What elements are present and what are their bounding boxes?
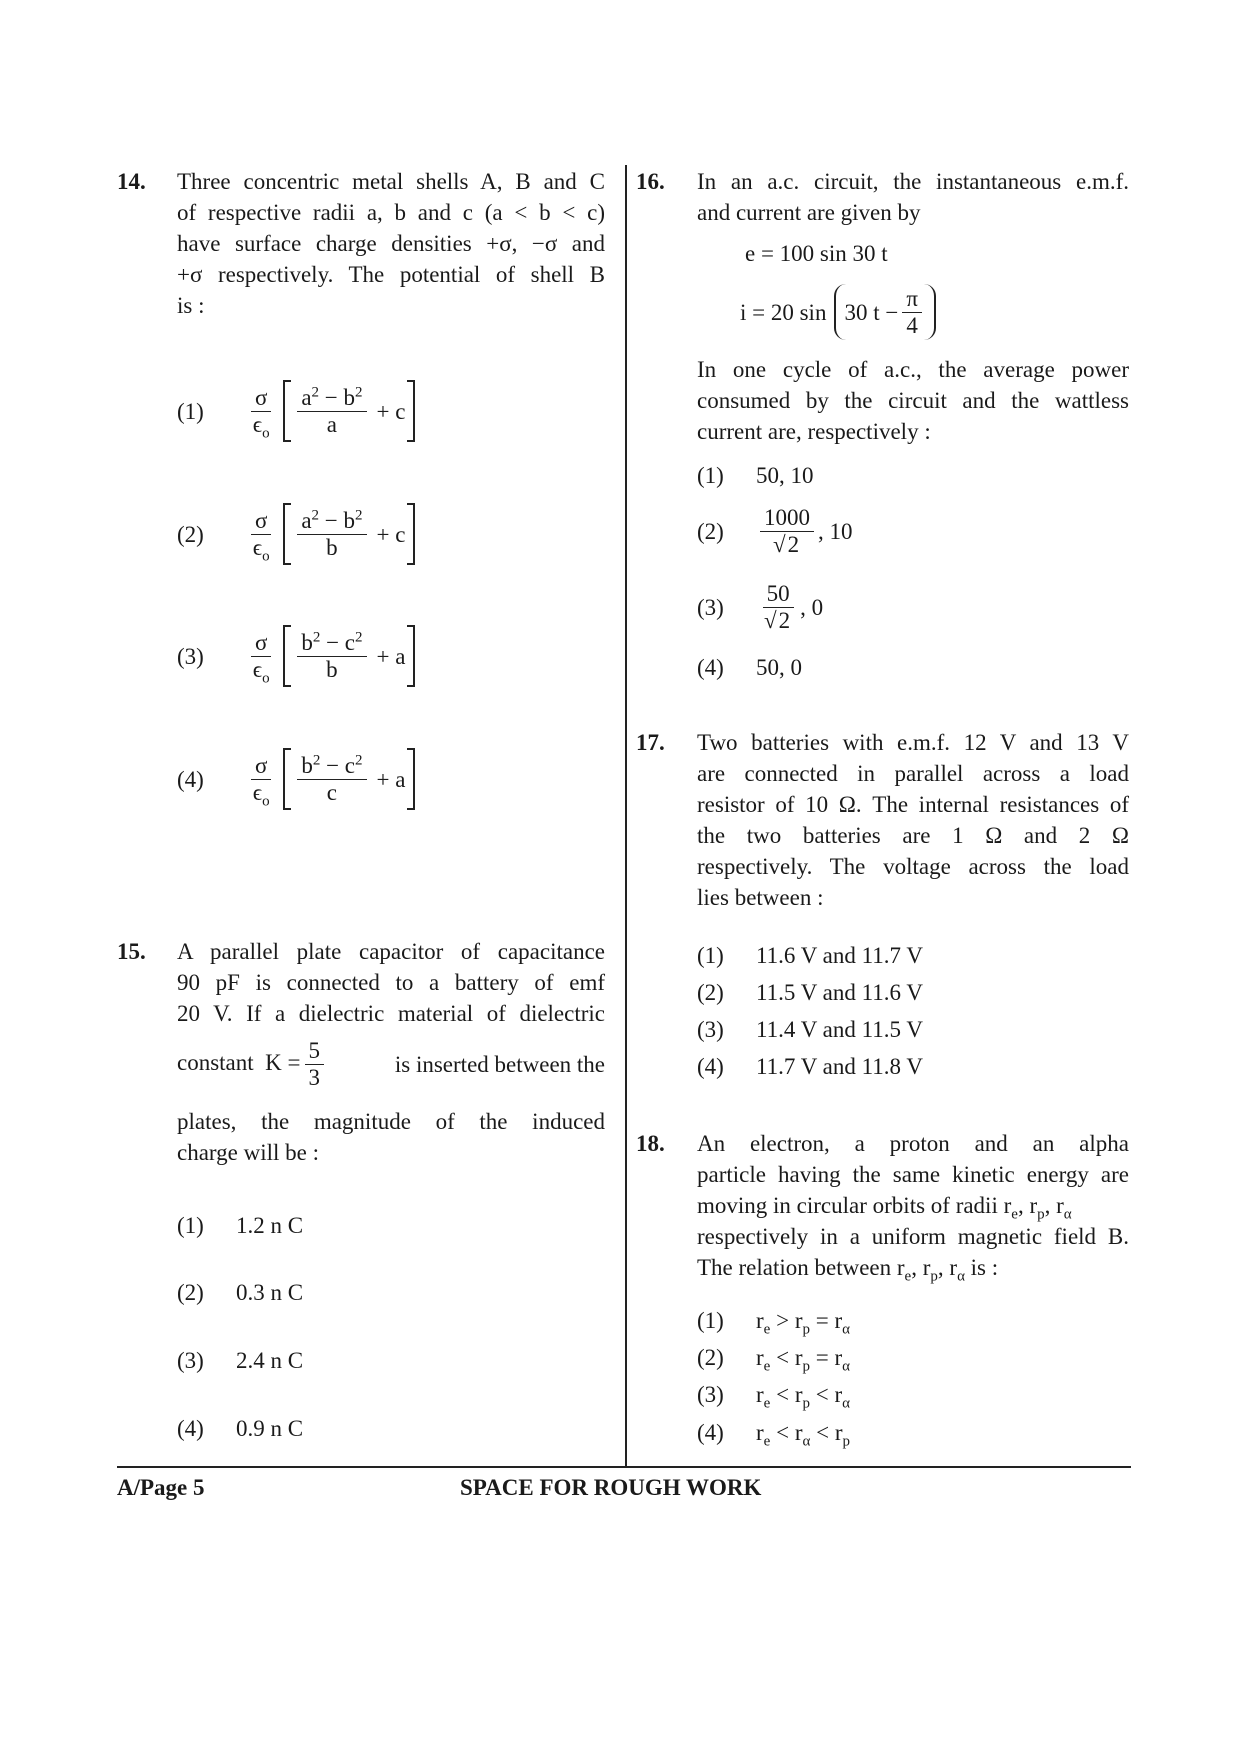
q15-line: charge will be :	[177, 1140, 319, 1165]
q17-line: respectively. The voltage across the load	[697, 854, 1129, 879]
q16-option-3[interactable]: (3) $\frac{50}{√2}$ , 0	[697, 581, 824, 633]
q14-number: 14.	[117, 169, 146, 194]
q15-number: 15.	[117, 939, 146, 964]
q16-stem	[697, 166, 1129, 228]
q16-current-equation: i = 20 sin 30 t − $\frac{\pi}{4}$	[740, 284, 936, 340]
q17-number: 17.	[636, 730, 665, 755]
option-label: (2)	[177, 521, 204, 547]
q17-line: resistor of 10 Ω. The internal resistances of	[697, 792, 1129, 817]
q14-option-1[interactable]	[177, 380, 415, 442]
option-label: (1)	[177, 398, 204, 424]
q17-stem	[697, 727, 1129, 913]
q16-line: consumed by the circuit and the wattless	[697, 388, 1129, 413]
q15-line: plates, the magnitude of the induced	[177, 1109, 605, 1134]
q14-line: +σ respectively. The potential of shell B	[177, 262, 605, 287]
q18-option-2[interactable]: (2) $r_e < r_p = r_\alpha$	[697, 1345, 851, 1375]
q15-line: 20 V. If a dielectric material of dielectric	[177, 1001, 605, 1026]
bracket-expression: $\frac{a^2 - b^2}{b}$ + c	[283, 503, 415, 565]
sigma-over-epsilon: $\frac{\sigma}{\epsilon_o}$	[252, 384, 270, 442]
q18-option-3[interactable]: (3) $r_e < r_p < r_\alpha$	[697, 1382, 851, 1412]
q14-stem	[177, 166, 605, 321]
option-label: (3)	[177, 643, 204, 669]
q17-option-1[interactable]: (1) 11.6 V and 11.7 V	[697, 943, 923, 968]
q17-option-3[interactable]: (3) 11.4 V and 11.5 V	[697, 1017, 923, 1042]
q18-option-1[interactable]: (1) $r_e > r_p = r_\alpha$	[697, 1308, 851, 1338]
footer-rule	[117, 1466, 1131, 1468]
q17-line: the two batteries are 1 Ω and 2 Ω	[697, 823, 1129, 848]
q17-line: lies between :	[697, 885, 824, 910]
q15-stem	[177, 936, 605, 1168]
q16-line: In one cycle of a.c., the average power	[697, 357, 1129, 382]
rough-work-label: SPACE FOR ROUGH WORK	[460, 1475, 762, 1500]
q14-line: is :	[177, 293, 205, 318]
q15-line: 90 pF is connected to a battery of emf	[177, 970, 605, 995]
q16-option-4[interactable]: (4) 50, 0	[697, 655, 802, 680]
bracket-expression: $\frac{b^2 - c^2}{b}$ + a	[283, 625, 415, 687]
q18-line: respectively in a uniform magnetic field B.	[697, 1224, 1129, 1249]
q15-option-3[interactable]: (3) 2.4 n C	[177, 1348, 304, 1373]
bracket-expression: $\frac{b^2 - c^2}{c}$ + a	[283, 748, 415, 810]
q18-option-4[interactable]: (4) $r_e < r_\alpha < r_p$	[697, 1420, 851, 1450]
q14-line: of respective radii a, b and c (a < b < c)	[177, 200, 605, 225]
q14-option-4[interactable]	[177, 748, 415, 810]
q16-line: current are, respectively :	[697, 419, 931, 444]
column-divider	[625, 165, 627, 1467]
q14-option-3[interactable]	[177, 625, 415, 687]
q15-option-1[interactable]: (1) 1.2 n C	[177, 1213, 304, 1238]
sigma-over-epsilon: $\frac{\sigma}{\epsilon_o}$	[252, 507, 270, 565]
sigma-over-epsilon: $\frac{\sigma}{\epsilon_o}$	[252, 629, 270, 687]
q18-line-radii: moving in circular orbits of radii $r_e$, $r_p$, $r_\alpha$	[697, 1193, 1072, 1223]
q18-stem	[697, 1128, 1129, 1283]
sigma-over-epsilon: $\frac{\sigma}{\epsilon_o}$	[252, 752, 270, 810]
q15-option-2[interactable]: (2) 0.3 n C	[177, 1280, 304, 1305]
q17-line: Two batteries with e.m.f. 12 V and 13 V	[697, 730, 1129, 755]
option-label: (4)	[177, 766, 204, 792]
q14-line: have surface charge densities +σ, −σ and	[177, 231, 605, 256]
q17-option-4[interactable]: (4) 11.7 V and 11.8 V	[697, 1054, 923, 1079]
q16-option-2[interactable]: (2) $\frac{1000}{√2}$ , 10	[697, 505, 853, 557]
q17-line: are connected in parallel across a load	[697, 761, 1129, 786]
q18-number: 18.	[636, 1131, 665, 1156]
q16-emf-equation: e = 100 sin 30 t	[745, 241, 888, 266]
bracket-expression: $\frac{a^2 - b^2}{a}$ + c	[283, 380, 415, 442]
q16-stem-after	[697, 354, 1129, 447]
q15-option-4[interactable]: (4) 0.9 n C	[177, 1416, 304, 1441]
q18-line: An electron, a proton and an alpha	[697, 1131, 1129, 1156]
q14-line: Three concentric metal shells A, B and C	[177, 169, 605, 194]
q16-option-1[interactable]: (1) 50, 10	[697, 463, 814, 488]
q16-line: and current are given by	[697, 200, 921, 225]
q18-line-relation: The relation between $r_e$, $r_p$, $r_\alpha$ is :	[697, 1255, 999, 1285]
q16-line: In an a.c. circuit, the instantaneous e.m.f.	[697, 169, 1129, 194]
q14-option-2[interactable]	[177, 503, 415, 565]
q18-line: particle having the same kinetic energy are	[697, 1162, 1129, 1187]
q17-option-2[interactable]: (2) 11.5 V and 11.6 V	[697, 980, 923, 1005]
page-number: A/Page 5	[117, 1475, 205, 1500]
q16-number: 16.	[636, 169, 665, 194]
q15-line: A parallel plate capacitor of capacitance	[177, 939, 605, 964]
q15-line-constant: constant K = $\frac{5}{3}$ is inserted between the	[177, 1037, 605, 1090]
